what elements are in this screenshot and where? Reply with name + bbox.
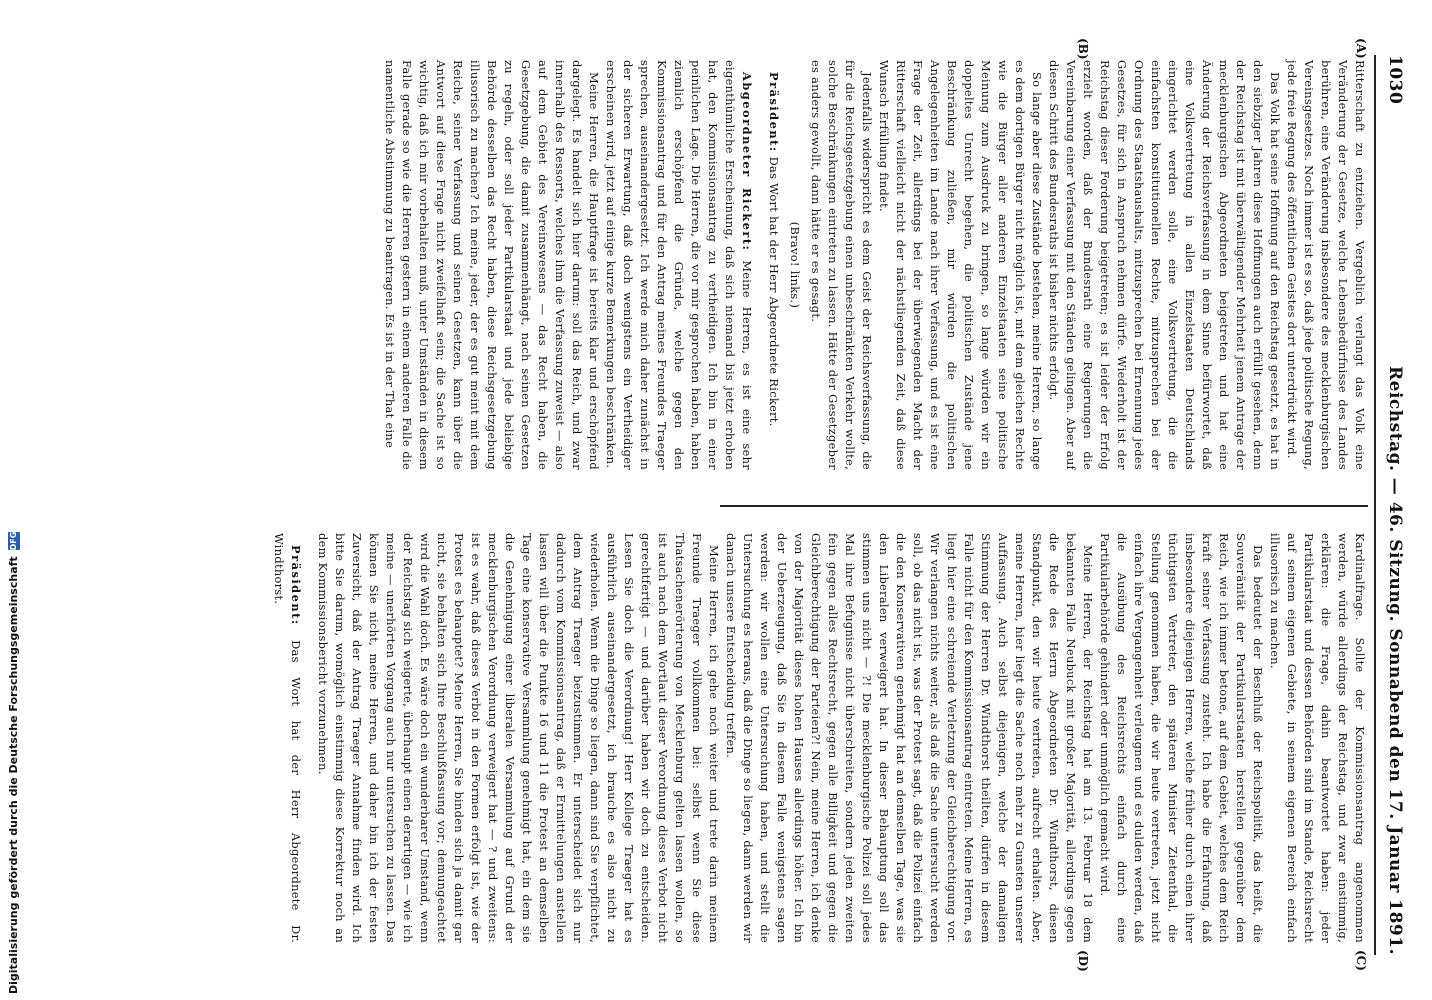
paragraph: Ritterschaft zu entziehen. Vergeblich verlangt das Volk eine Veränderung der Gesetze, welche Lebensbedürfnisse des Landes berühren, eine Veränderung insbesondere des mecklenburgischen Vereinsgesetzes. Noch immer ist es so, daß jede politische Regung, jede freie Regung des öffentlichen Geistes dort unterdrückt wird. xyxy=(1285,60,1367,470)
speaker-text: Meine Herren, es ist eine sehr eigenthümliche Erscheinung, daß sich niemand bis jetzt erhoben hat, den Kommissionsantrag zu vertheidigen. Ich bin in einer peinlichen Lage. Die Herren, die vor mir gesprochen haben, haben ziemlich erschöpfend die Gründe, welche gegen den Kommissionsantrag und für den Antrag meines Freundes Traeger sprechen, auseinandergesetzt. Ich werde mich daher zunächst in der sicheren Erwartung, daß doch wenigstens ein Vertheidiger erscheinen wird, jetzt auf einige kurze Bemerkungen beschränken. xyxy=(604,60,754,470)
credit-text: Digitalisierung gefördert durch die Deutsche Forschungsgemeinschaft xyxy=(7,556,20,994)
paragraph: Jedenfalls widerspricht es dem Geist der Reichsverfassung, die für die Reichsgesetzgebung einen unbeschränkten Verkehr wollte, solche Beschränkungen eintreten zu lassen. Hätte der Gesetzgeber es anders gewollt, dann hätte er es gesagt. xyxy=(809,60,874,470)
paragraph: Meine Herren, ich gehe noch weiter und trete darin meinem Freunde Traeger vollkommen bei: selbst wenn Sie diese Thatsachenerörterung von Mecklenburg gelten lassen wollen, so ist auch nach dem Wortlaut dieser Verordnung dieses Verbot nicht gerechtfertigt — und darüber haben wir doch zu entscheiden. Lesen Sie doch die Verordnung! Herr Kollege Traeger hat es ausführlich auseinandergesetzt, ich brauche es also nicht zu wiederholen. Wenn die Dinge so liegen, dann sind Sie verpflichtet, dem Antrag Traeger beizustimmen. Er unterscheidet sich nur dadurch vom Kommissionsantrag, daß er Ermittelungen anstellen lassen will über die Punkte 16 und 11 die Protest an demselben Tage eine konservative Versammlung genehmigt hat, ein dem sie die Genehmigung einer liberalen Versammlung auf Grund der mecklenburgischen Verordnung verweigert hat — ? und zweitens: ist es wahr, daß dieses Verbot in den Formen erfolgt ist, wie der Protest es behauptet? Meine Herren, Sie binden sich ja damit gar nicht, sie behalten sich Ihre Beschlußfassung vor; demungeachtet wird die Wahl doch. Es wäre doch ein wunderbarer Umstand, wenn der Reichstag sich weigerte, überhaupt einen derartigen — wie ich meine — unerhörten Vorgang auch nur untersuchen zu lassen. Das können Sie nicht, meine Herren, und daher bin ich der festen Zuversicht, daß der Antrag Traeger Annahme finden wird. Ich bitte Sie darum, womöglich einstimmig diese Korrektur noch an dem Kommissionsbericht vorzunehmen. xyxy=(316,533,721,943)
speaker-label: Präsident: xyxy=(767,72,781,153)
digitization-credit xyxy=(4,531,24,994)
speaker-line xyxy=(270,533,304,943)
column-divider xyxy=(720,505,1368,507)
dfg-logo-icon: DFG xyxy=(9,531,18,551)
paragraph: Meine Herren, der Reichstag hat am 13. Februar 18 dem bekannten Falle Neubuck mit großer Majorität, allerdings gegen die Rede des Herrn Abgeordneten Dr. Windthorst, diesen Standpunkt, den wir heute vertreten, aufrecht erhalten. Aber, meine Herren, hier liegt die Sache noch mehr zu Gunsten unserer Auffassung. Auch selbst diejenigen, welche der damaligen Stimmung der Herren Dr. Windthorst theilten, dürfen in diesem Falle nicht für den Kommissionsantrag eintreten. Meine Herren, es liegt hier eine schreiende Verletzung der Gleichberechtigung vor. Wir verlangen nichts weiter, als daß die Sache untersucht werden soll, ob das nicht ist, was der Protest sagt, daß die Polizei einfach die den Konservativen genehmigt hat an demselben Tage, was sie den Liberalen verweigert hat. In dieser Behauptung soll das stimmen uns nicht — ?! Die mecklenburgische Polizei soll jedes Mal ihre Befugnisse nicht überschreiten, sondern jeden zweiten fein gegen alles Rechtsrecht, gegen alle Billigkeit und gegen die Gleichberechtigung der Parteien?! Nein, meine Herren, ich denke von der Majorität dieses hohen Hauses allerdings höher. Ich bin der Ueberzeugung, daß Sie in diesem Falle wenigstens sagen werden: wir wollen eine Untersuchung haben, und stellt die Untersuchung es heraus, daß die Dinge so liegen, dann werden wir danach unsere Entscheidung treffen. xyxy=(724,533,1095,943)
paragraph: Das bedeutet der Beschluß der Reichspolitik, das heißt, die Souveränität der Partikularstaaten herstellen gegenüber dem Reich, wie ich immer betone, auf dem Gebiet, welches dem Reich kraft seiner Verfassung zusteht. Ich habe die Erfahrung, daß insbesondere diejenigen Herren, welche früher durch einen ihrer tüchtigsten Vertreter, den späteren Minister Zietenthal, die Stellung genommen haben, die wir heute vertreten, jetzt nicht einfach ihre Vergangenheit verleugnen und es dulden werden, daß die Ausübung des Reichsrechts einfach durch eine Partikularbehörde gehindert oder unmöglich gemacht wird. xyxy=(1098,533,1265,943)
paragraph: So lange aber diese Zustände bestehen, meine Herren, so lange es dem dortigen Bürger nicht möglich ist, mit dem gleichen Rechte wie die Bürger aller anderen Einzelstaaten seine politische Meinung zum Ausdruck zu bringen, so lange würden wir ein doppeltes Unrecht begehen, die politischen Zustände jene Beschränkung zuließen, mir würden die politischen Angelegenheiten im Lande nach ihrer Verfassung, und es ist eine Frage der Zeit, allerdings bei der überwiegenden Macht der Ritterschaft vielleicht nicht der nächstliegenden Zeit, daß diese Wunsch Erfüllung findet. xyxy=(877,60,1044,470)
margin-mark-c: (C) xyxy=(1354,950,1368,971)
right-column xyxy=(272,533,1368,944)
speaker-label: Abgeordneter Rickert: xyxy=(740,72,754,252)
margin-mark-b: (B) xyxy=(1076,38,1090,60)
margin-mark-a: (A) xyxy=(1354,38,1368,59)
speaker-line xyxy=(602,60,755,470)
speaker-text: Das Wort hat der Herr Abgeordnete Rickert. xyxy=(767,156,781,427)
page-header xyxy=(1380,55,1410,955)
applause-note: (Bravo! links.) xyxy=(788,221,802,309)
left-column xyxy=(383,60,1368,470)
speaker-label: Präsident: xyxy=(289,545,303,626)
margin-mark-d: (D) xyxy=(1076,950,1090,972)
header-rule xyxy=(1374,55,1376,955)
paragraph: Kardinalfrage. Sollte der Kommissionsantrag angenommen werden, würde allerdings der Reichstag, und zwar einstimmig, erklären: die Frage, dahin beantwortet haben: jeder Partikularstaat und dessen Behörden sind im Stande, Reichsrecht auf seinem eigenen Gebiete, in seinem eigenen Bereich einfach illusorisch zu machen. xyxy=(1268,533,1367,943)
page-number: 1030 xyxy=(1385,55,1405,105)
paragraph: Meine Herren, die Hauptfrage ist bereits klar und erschöpfend dargelegt. Es handelt sich hier darum: soll das Reich, und zwar innerhalb des Ressorts, welches ihm die Verfassung zuweist — also auf dem Gebiet des Vereinswesens — das Recht haben, die Gesetzgebung, die damit zusammenhängt, nach seinen Gesetzen zu regeln, oder soll jeder Partikularstaat und jede beliebige Behörde desselben das Recht haben, diese Reichsgesetzgebung illusorisch zu machen? Ich meine, jeder, der es gut meint mit dem Reiche, seiner Verfassung und seinen Gesetzen, kann über die Antwort auf diese Frage nicht zweifelhaft sein; die Sache ist so wichtig, daß ich mir vorbehalten muß, unter Umständen in diesem Falle gerade so wie die Herren gestern in einem anderen Falle die namentliche Abstimmung zu beantragen. Es ist in der That eine xyxy=(383,60,601,470)
speaker-text: Das Wort hat der Herr Abgeordnete Dr. Windthorst. xyxy=(272,533,303,944)
speaker-line xyxy=(765,60,782,470)
running-title: Reichstag. — 46. Sitzung. Sonnabend den 17. Januar 1891. xyxy=(1385,366,1405,955)
spacer xyxy=(304,533,314,943)
spacer xyxy=(755,60,765,470)
credit-strip xyxy=(4,531,24,994)
paragraph: Das Volk hat seine Hoffnung auf den Reichstag gesetzt, es hat in den siebziger Jahren diese Hoffnungen auch erfüllt gesehen, denn der Reichstag ist mit überwältigender Mehrheit jenem Antrage der mecklenburgischen Abgeordneten beigetreten und hat eine Änderung der Reichsverfassung in dem Sinne befürwortet, daß eine Volksvertretung in allen Einzelstaaten Deutschlands eingerichtet werden solle, eine Volksvertretung, die die einfachsten konstitutionellen Rechte, mitzusprechen bei der Ordnung des Staatshaushalts, mitzusprechen bei Ernennung jedes Gesetzes, für sich in Anspruch nehmen dürfe. Wiederholt ist der Reichstag dieser Forderung beigetreten; es ist leider der Erfolg erzielt worden, daß der Bundesrath eine Regierungen die Vereinbarung einer Verfassung mit den Ständen gelingen. Aber auf diesen Schritt des Bundesraths ist bisher nichts erfolgt. xyxy=(1047,60,1282,470)
